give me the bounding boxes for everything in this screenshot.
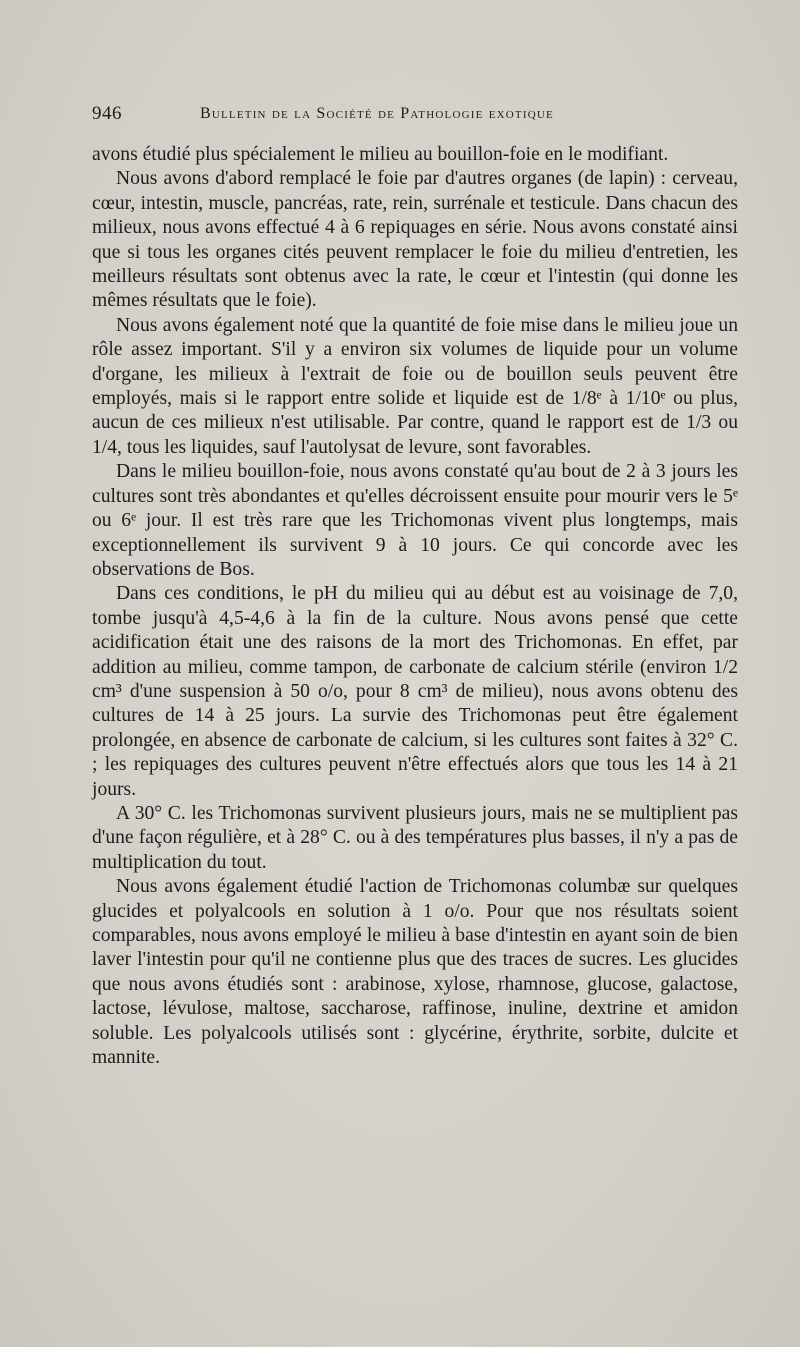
paragraph-2: Nous avons d'abord remplacé le foie par d'autres organes (de lapin) : cerveau, cœur, intestin, muscle, pancréas, rate, rein, surrénale et testicule. Dans chacun des milieux, nous avons effectué 4 à 6 repiquages en série. Nous avons constaté ainsi que si tous les organes cités peuvent remplacer le foie du milieu d'entretien, les meilleurs résultats sont obtenus avec la rate, le cœur et l'intestin (qui donne les mêmes résultats que le foie). — [92, 168, 738, 312]
paragraph-5: Dans ces conditions, le pH du milieu qui au début est au voisinage de 7,0, tombe jusqu'à 4,5-4,6 à la fin de la culture. Nous avons pensé que cette acidification était une des raisons de la mort des Trichomonas. En effet, par addition au milieu, comme tampon, de carbonate de calcium stérile (environ 1/2 cm³ d'une suspension à 50 o/o, pour 8 cm³ de milieu), nous avons obtenu des cultures de 14 à 25 jours. La survie des Trichomonas peut être également prolongée, en absence de carbonate de calcium, si les cultures sont faites à 32° C. ; les repiquages des cultures peuvent n'être effectués alors que tous les 14 à 21 jours. — [92, 583, 738, 800]
page-number: 946 — [92, 103, 122, 124]
paragraph-7: Nous avons également étudié l'action de Trichomonas columbæ sur quelques glucides et polyalcools en solution à 1 o/o. Pour que nos résultats soient comparables, nous avons employé le milieu à base d'intestin en ayant soin de bien laver l'intestin pour qu'il ne contienne plus que des traces de sucres. Les glucides que nous avons étudiés sont : arabinose, xylose, rhamnose, glucose, galactose, lactose, lévulose, maltose, saccharose, raffinose, inuline, dextrine et amidon soluble. Les polyalcools utilisés sont : glycérine, érythrite, sorbite, dulcite et mannite. — [92, 876, 738, 1069]
running-title: Bulletin de la Société de Pathologie exotique — [200, 105, 554, 122]
paragraph-1: avons étudié plus spécialement le milieu au bouillon-foie en le modifiant. — [92, 144, 669, 165]
body-text — [92, 143, 738, 1070]
paragraph-4: Dans le milieu bouillon-foie, nous avons constaté qu'au bout de 2 à 3 jours les cultures sont très abondantes et qu'elles décroissent ensuite pour mourir vers le 5ᵉ ou 6ᵉ jour. Il est très rare que les Trichomonas vivent plus longtemps, mais exceptionnellement ils survivent 9 à 10 jours. Ce qui concorde avec les observations de Bos. — [92, 461, 738, 580]
paragraph-6: A 30° C. les Trichomonas survivent plusieurs jours, mais ne se multiplient pas d'une façon régulière, et à 28° C. ou à des températures plus basses, il n'y a pas de multiplication du tout. — [92, 802, 738, 873]
paragraph-3: Nous avons également noté que la quantité de foie mise dans le milieu joue un rôle assez important. S'il y a environ six volumes de liquide pour un volume d'organe, les milieux à l'extrait de foie ou de bouillon seuls peuvent être employés, mais si le rapport entre solide et liquide est de 1/8ᵉ à 1/10ᵉ ou plus, aucun de ces milieux n'est utilisable. Par contre, quand le rapport est de 1/3 ou 1/4, tous les liquides, sauf l'autolysat de levure, sont favorables. — [92, 314, 738, 458]
page-header — [92, 103, 732, 131]
